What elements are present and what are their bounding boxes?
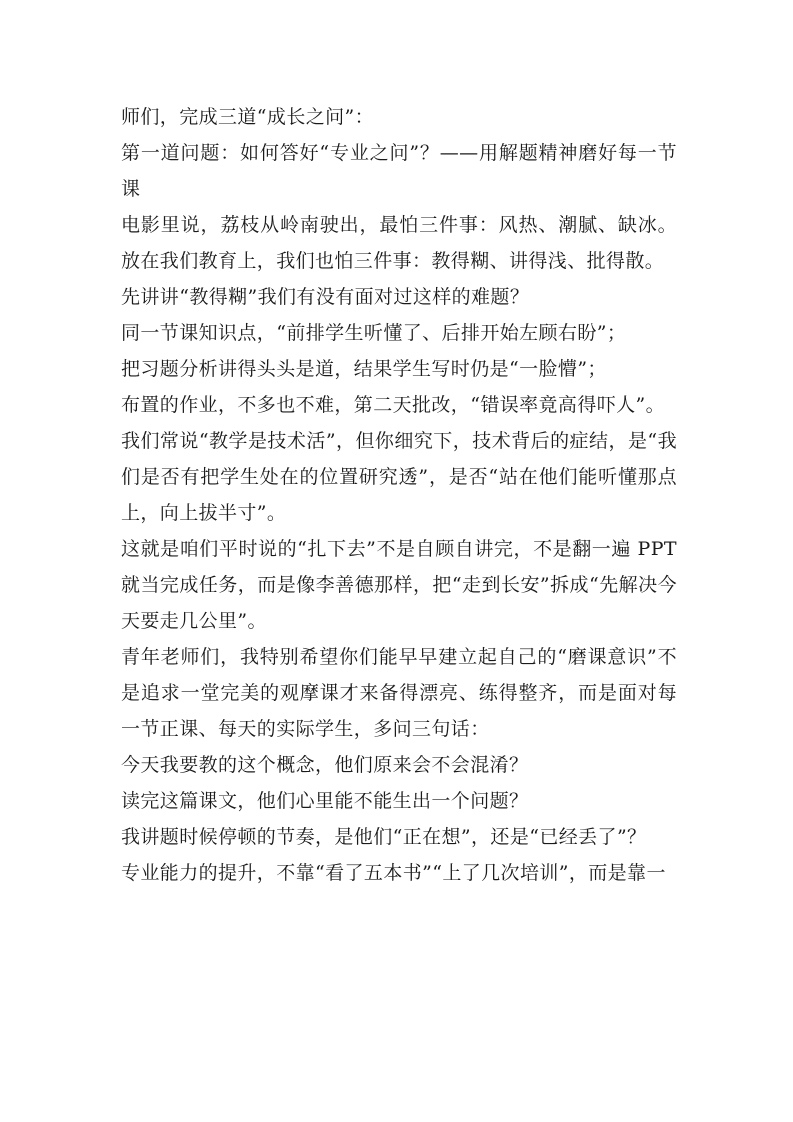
paragraph: 青年老师们，我特别希望你们能早早建立起自己的“磨课意识”不是追求一堂完美的观摩课才来备得漂亮、练得整齐，而是面对每一节正课、每天的实际学生，多问三句话： — [121, 646, 677, 740]
paragraph: 同一节课知识点，“前排学生听懂了、后排开始左顾右盼”； — [121, 322, 627, 344]
paragraph: 我讲题时候停顿的节奏，是他们“正在想”，还是“已经丢了”？ — [121, 826, 647, 848]
document-body — [121, 99, 677, 891]
paragraph: 先讲讲“教得糊”我们有没有面对过这样的难题？ — [121, 286, 530, 308]
section-heading: 第一道问题：如何答好“专业之问”？——用解题精神磨好每一节课 — [121, 142, 677, 200]
paragraph: 这就是咱们平时说的“扎下去”不是自顾自讲完，不是翻一遍 PPT 就当完成任务，而是像李善德那样，把“走到长安”拆成“先解决今天要走几公里”。 — [121, 538, 677, 632]
paragraph: 专业能力的提升，不靠“看了五本书”“上了几次培训”，而是靠一 — [121, 862, 666, 884]
paragraph: 把习题分析讲得头头是道，结果学生写时仍是“一脸懵”； — [121, 358, 607, 380]
paragraph: 师们，完成三道“成长之问”： — [121, 106, 375, 128]
paragraph: 今天我要教的这个概念，他们原来会不会混淆？ — [121, 754, 529, 776]
paragraph: 读完这篇课文，他们心里能不能生出一个问题？ — [121, 790, 529, 812]
paragraph: 电影里说，荔枝从岭南驶出，最怕三件事：风热、潮腻、缺冰。放在我们教育上，我们也怕三件事：教得糊、讲得浅、批得散。 — [121, 214, 677, 272]
paragraph: 布置的作业，不多也不难，第二天批改，“错误率竟高得吓人”。 — [121, 394, 666, 416]
paragraph: 我们常说“教学是技术活”，但你细究下，技术背后的症结，是“我们是否有把学生处在的位置研究透”，是否“站在他们能听懂那点上，向上拔半寸”。 — [121, 430, 677, 524]
